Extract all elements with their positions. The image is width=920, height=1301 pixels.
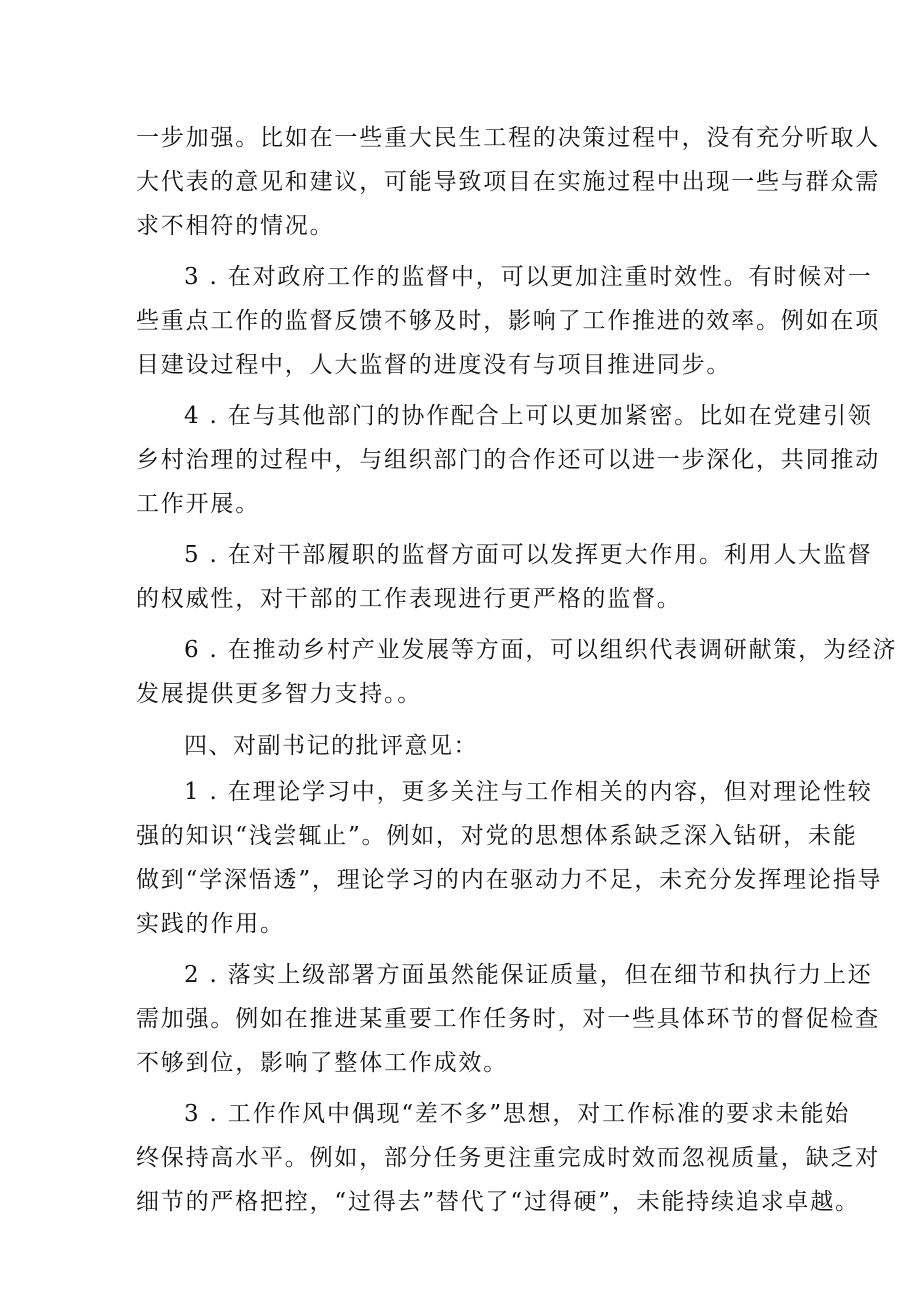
paragraph-criticism-1 [136,770,883,946]
paragraph-criticism-2 [136,953,880,1085]
text-line: 不够到位，影响了整体工作成效。 [136,1050,508,1076]
text-line: 求不相符的情况。 [136,213,335,239]
text-line: 2 . 落实上级部署方面虽然能保证质量，但在细节和执行力上还 [184,962,873,988]
text-line: 做到“学深悟透”，理论学习的内在驱动力不足，未充分发挥理论指导 [136,867,883,893]
paragraph-item-4 [136,394,880,526]
text-line: 5 . 在对干部履职的监督方面可以发挥更大作用。利用人大监督 [184,542,873,568]
text-line: 6 . 在推动乡村产业发展等方面，可以组织代表调研献策，为经济 [184,637,898,663]
text-line: 的权威性，对干部的工作表现进行更严格的监督。 [136,586,682,612]
text-line: 3 . 在对政府工作的监督中，可以更加注重时效性。有时候对一 [184,264,873,290]
paragraph-item-3 [136,255,880,387]
text-line: 1 . 在理论学习中，更多关注与工作相关的内容，但对理论性较 [184,779,873,805]
document-body [136,116,898,1224]
text-line: 实践的作用。 [136,911,285,937]
text-line: 细节的严格把控，“过得去”替代了“过得硬”，未能持续追求卓越。 [136,1189,860,1215]
paragraph-continued-2 [136,116,880,248]
text-line: 目建设过程中，人大监督的进度没有与项目推进同步。 [136,352,732,378]
text-line: 3 . 工作作风中偶现“差不多”思想，对工作标准的要求未能始 [184,1101,851,1127]
paragraph-item-6 [136,628,898,716]
text-line: 工作开展。 [136,491,260,517]
text-line: 4 . 在与其他部门的协作配合上可以更加紧密。比如在党建引领 [184,403,873,429]
text-line: 乡村治理的过程中，与组织部门的合作还可以进一步深化，共同推动 [136,447,880,473]
text-line: 终保持高水平。例如，部分任务更注重完成时效而忽视质量，缺乏对 [136,1145,880,1171]
text-line: 发展提供更多智力支持。。 [136,681,423,707]
paragraph-criticism-3 [136,1092,880,1224]
paragraph-item-5 [136,533,873,621]
section-heading: 四、对副书记的批评意见： [184,733,478,759]
text-line: 需加强。例如在推进某重要工作任务时，对一些具体环节的督促检查 [136,1006,880,1032]
text-line: 强的知识“浅尝辄止”。例如，对党的思想体系缺乏深入钻研，未能 [136,823,858,849]
text-line: 大代表的意见和建议，可能导致项目在实施过程中出现一些与群众需 [136,169,880,195]
text-line: 些重点工作的监督反馈不够及时，影响了工作推进的效率。例如在项 [136,308,880,334]
text-line: 一步加强。比如在一些重大民生工程的决策过程中，没有充分听取人 [136,125,880,151]
